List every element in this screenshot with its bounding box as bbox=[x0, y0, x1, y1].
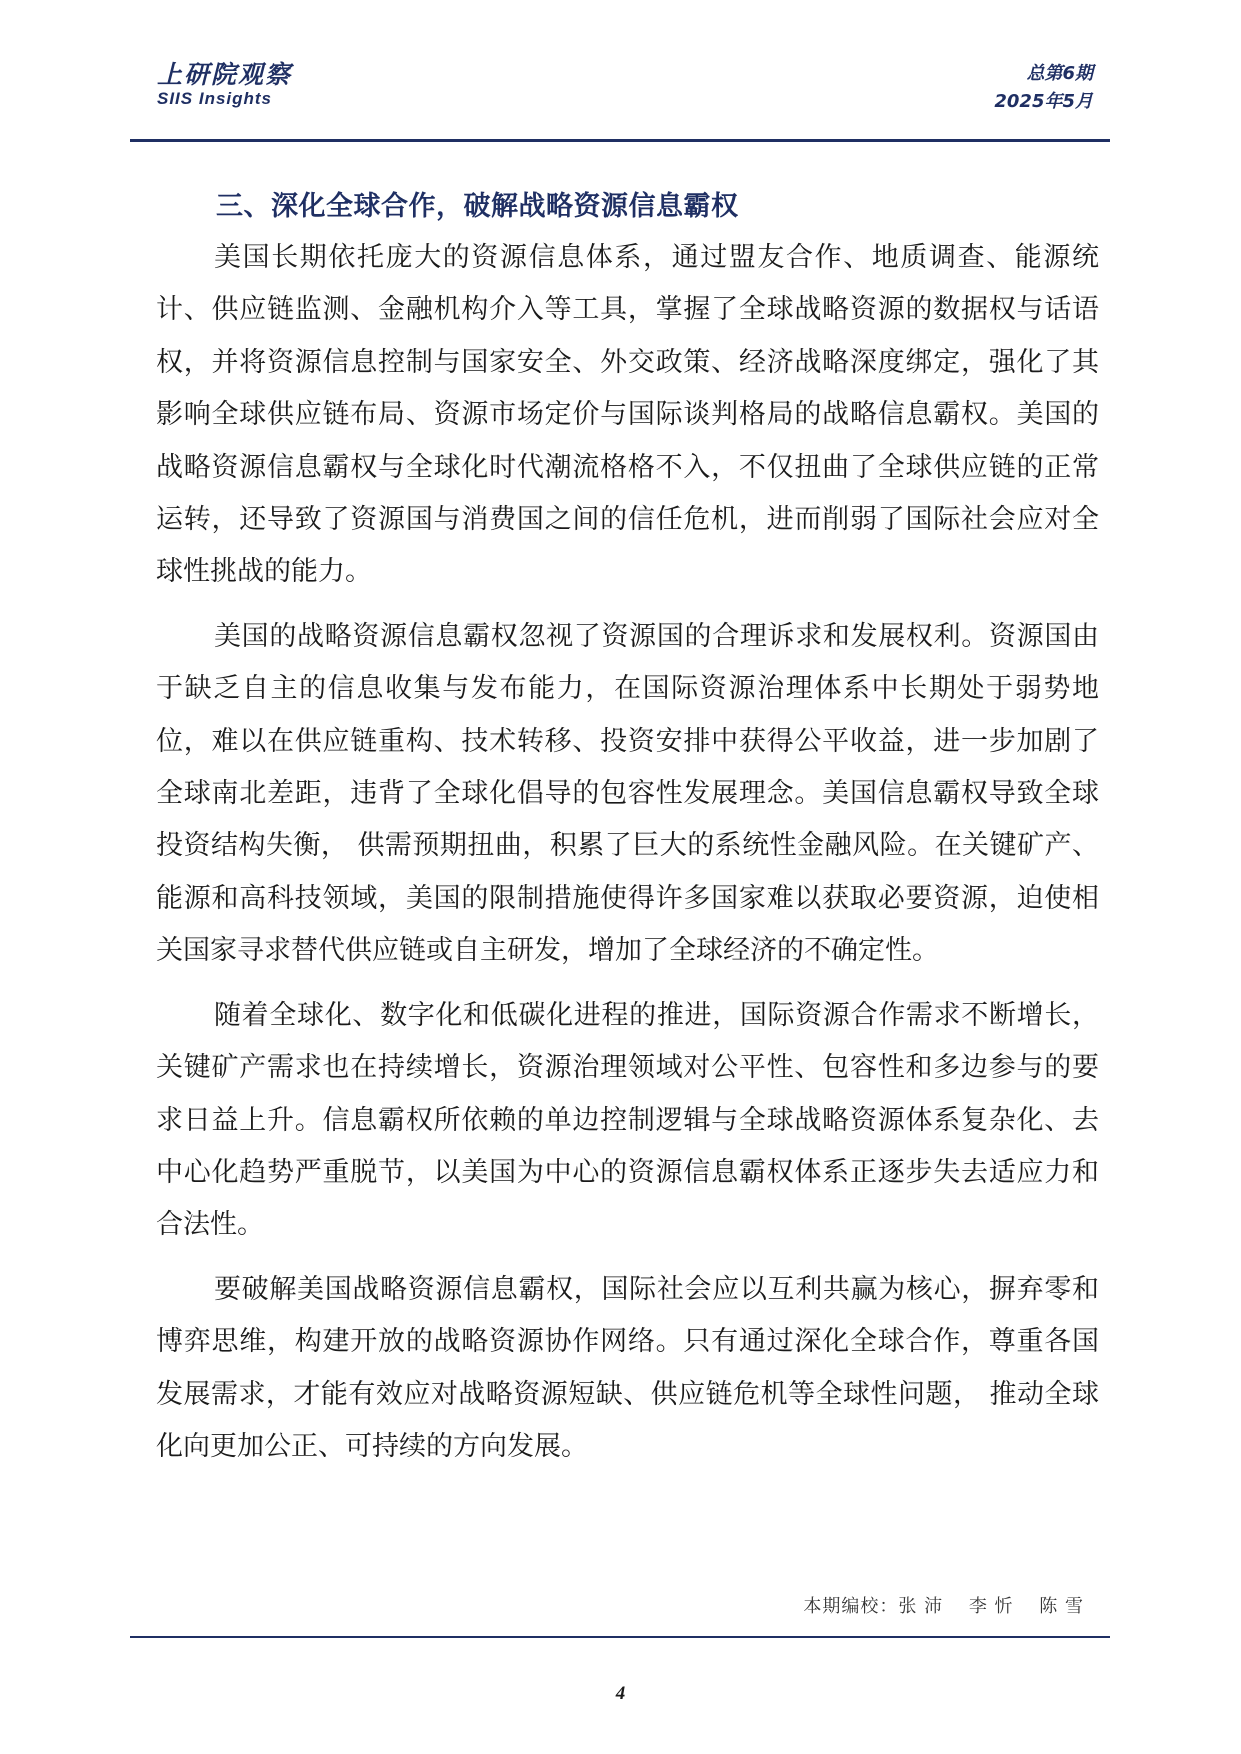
publication-logo-en: SIIS Insights bbox=[157, 89, 273, 108]
publication-logo-cn: 上研院观察 bbox=[157, 60, 293, 89]
issue-date: 2025年5月 bbox=[994, 91, 1093, 112]
section-title: 三、深化全球合作，破解战略资源信息霸权 bbox=[216, 191, 739, 222]
paragraph-3: 随着全球化、数字化和低碳化进程的推进，国际资源合作需求不断增长，关键矿产需求也在持续增长，资源治理领域对公平性、包容性和多边参与的要求日益上升。信息霸权所依赖的单边控制逻辑与全球战略资源体系复杂化、去中心化趋势严重脱节，以美国为中心的资源信息霸权体系正逐步失去适应力和合法性。 bbox=[156, 999, 1099, 1241]
header-divider bbox=[130, 139, 1110, 142]
paragraph-4: 要破解美国战略资源信息霸权，国际社会应以互利共赢为核心，摒弃零和博弈思维，构建开放的战略资源协作网络。只有通过深化全球合作，尊重各国发展需求，才能有效应对战略资源短缺、供应链危机等全球性问题， 推动全球化向更加公正、可持续的方向发展。 bbox=[156, 1273, 1099, 1462]
paragraph-2: 美国的战略资源信息霸权忽视了资源国的合理诉求和发展权利。资源国由于缺乏自主的信息收集与发布能力，在国际资源治理体系中长期处于弱势地位，难以在供应链重构、技术转移、投资安排中获得公平收益，进一步加剧了全球南北差距，违背了全球化倡导的包容性发展理念。美国信息霸权导致全球投资结构失衡， 供需预期扭曲，积累了巨大的系统性金融风险。在关键矿产、能源和高科技领域，美国的限制措施使得许多国家难以获取必要资源，迫使相关国家寻求替代供应链或自主研发，增加了全球经济的不确定性。 bbox=[156, 620, 1099, 967]
page-header bbox=[0, 0, 1241, 150]
article-body bbox=[156, 186, 1099, 1485]
page-number: 4 bbox=[615, 1683, 626, 1704]
footer-divider bbox=[130, 1636, 1110, 1638]
issue-number: 总第6期 bbox=[1026, 63, 1093, 84]
paragraph-1: 美国长期依托庞大的资源信息体系，通过盟友合作、地质调查、能源统计、供应链监测、金融机构介入等工具，掌握了全球战略资源的数据权与话语权，并将资源信息控制与国家安全、外交政策、经济战略深度绑定，强化了其影响全球供应链布局、资源市场定价与国际谈判格局的战略信息霸权。美国的战略资源信息霸权与全球化时代潮流格格不入，不仅扭曲了全球供应链的正常运转，还导致了资源国与消费国之间的信任危机，进而削弱了国际社会应对全球性挑战的能力。 bbox=[156, 242, 1099, 588]
editors-credit: 本期编校：张 沛 李 忻 陈 雪 bbox=[803, 1596, 1084, 1617]
